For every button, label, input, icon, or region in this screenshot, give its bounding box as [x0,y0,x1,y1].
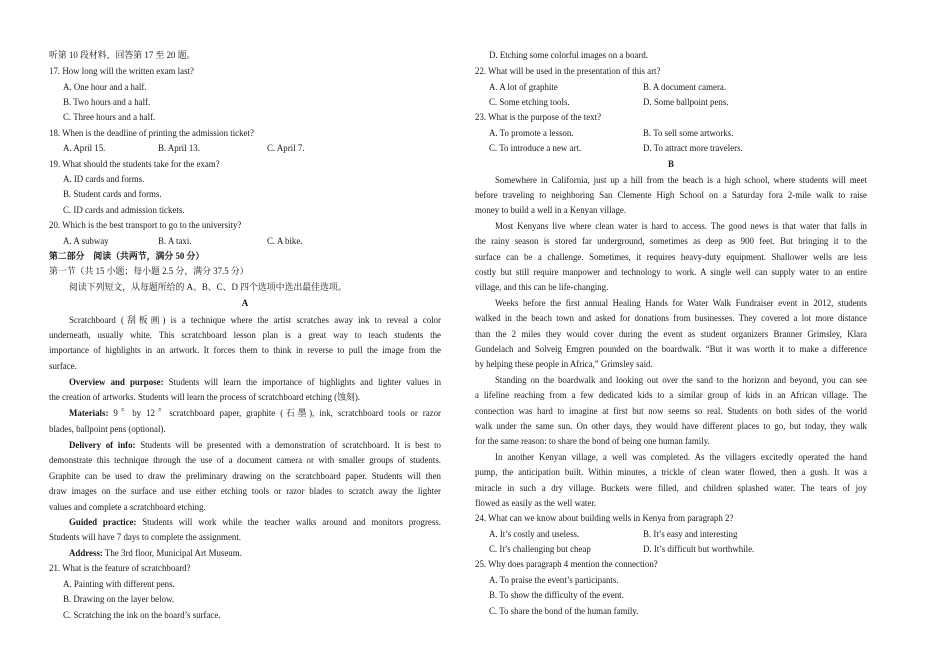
passage-b-line: money to build a well in a Kenyan village. [475,205,627,215]
passage-b-line: pump, the anticipation built. Within minutes, a trickle of clean water flowed, then a gush. It was a [475,467,867,477]
option-18c: C. April 7. [267,143,305,153]
option-20b: B. A taxi. [158,236,192,246]
passage-a-line: surface. [49,361,77,371]
options-22-cd [489,97,867,108]
passage-a-label: A [241,298,249,308]
option-18a: A. April 15. [63,143,106,153]
passage-a-line: Scratchboard (刮板画) is a technique where the artist scratches away ink to reveal a color [69,315,441,325]
passage-b-line: Standing on the boardwalk and looking out over the sand to the horizon and beyond, you can see [495,375,867,385]
passage-b-line: for the same reason: to share the bond of being one human family. [475,436,710,446]
option-17b: B. Two hours and a half. [63,97,151,107]
question-21: 21. What is the feature of scratchboard? [49,563,191,573]
options-23-cd [489,143,867,154]
option-18b: B. April 13. [158,143,200,153]
passage-b-line: Most Kenyans live where clean water is hard to access. The good news is that water that falls in [495,221,867,231]
section-one-heading: 第一节（共 15 小题；每小题 2.5 分，满分 37.5 分） [49,266,249,276]
passage-b-line: a lifeline reaching from a few dedicated kids to a similar group of kids in an African village. The [475,390,867,400]
option-17c: C. Three hours and a half. [63,112,156,122]
option-20c: C. A bike. [267,236,303,246]
option-23d: D. To attract more travelers. [643,143,743,153]
question-25: 25. Why does paragraph 4 mention the connection? [475,559,658,569]
option-19a: A. ID cards and forms. [63,174,145,184]
overview-label: Overview and purpose: [69,377,164,387]
question-24: 24. What can we know about building wells in Kenya from paragraph 2? [475,513,734,523]
part-two-heading: 第二部分 阅读（共两节，满分 50 分） [49,251,205,261]
passage-b-line: flowed as easily as the well water. [475,498,597,508]
materials-line: Materials: 9〞by 12〞scratchboard paper, graphite (石墨), ink, scratchboard tools or razor [69,408,441,418]
passage-b-line: costly but still require manpower and technology to work. A single well can supply water to an entire [475,267,867,277]
option-20a: A. A subway [63,236,109,246]
delivery-line: Graphite can be used to draw the preliminary drawing on the scratchboard paper. Students will then [49,471,441,481]
materials-label: Materials: [69,408,109,418]
question-23: 23. What is the purpose of the text? [475,112,602,122]
passage-b-line: Gundelach and Solveig Emgren pounded on the boardwalk. “But it was worth it to make a difference [475,344,867,354]
options-18 [63,143,441,154]
options-24-ab [489,529,867,540]
option-19b: B. Student cards and forms. [63,189,162,199]
passage-b-line: surface can be a challenge. Sometimes, it requires heavy-duty equipment. Shallower wells are less [475,252,867,262]
guided-line: Students will have 7 days to complete the assignment. [49,532,242,542]
passage-a-line: importance of highlights in an artwork. It forces them to think in reverse to pull the image from the [49,345,441,355]
delivery-line: draw images on the surface and use either etching tools or razor blades to scratch away the lighter [49,486,441,496]
option-21a: A. Painting with different pens. [63,579,175,589]
passage-b-line: by helping these people in Africa,” Grimsley said. [475,359,653,369]
address-label: Address: [69,548,103,558]
delivery-line: Delivery of info: Students will be presented with a demonstration of scratchboard. It is best to [69,440,441,450]
delivery-label: Delivery of info: [69,440,136,450]
option-22b: B. A document camera. [643,82,727,92]
question-18: 18. When is the deadline of printing the admission ticket? [49,128,254,138]
passage-b-line: In another Kenyan village, a well was completed. As the villagers excitedly operated the hand [495,452,867,462]
passage-a-line: underneath, usually white. This scratchboard lesson plan is a great way to teach students the [49,330,441,340]
option-24c: C. It’s challenging but cheap [489,544,591,554]
option-25c: C. To share the bond of the human family. [489,606,639,616]
guided-label: Guided practice: [69,517,137,527]
question-19: 19. What should the students take for the exam? [49,159,220,169]
options-24-cd [489,544,867,555]
option-17a: A. One hour and a half. [63,82,147,92]
option-23b: B. To sell some artworks. [643,128,734,138]
passage-b-line: than the 2 miles they would cover during the event as student organizers Branner Grimsley, Klara [475,329,867,339]
overview-line: the creation of artworks. Students will learn the process of scratchboard etching (蚀刻). [49,392,361,402]
option-23a: A. To promote a lesson. [489,128,574,138]
option-25a: A. To praise the event’s participants. [489,575,619,585]
option-22d: D. Some ballpoint pens. [643,97,729,107]
option-22a: A. A lot of graphite [489,82,558,92]
passage-b-label: B [668,159,674,169]
option-24d: D. It’s difficult but worthwhile. [643,544,755,554]
address-line: Address: The 3rd floor, Municipal Art Museum. [69,548,242,558]
option-25b: B. To show the difficulty of the event. [489,590,624,600]
options-22-ab [489,82,867,93]
passage-b-line: walk under the same sun. On other days, they would have different places to go, but today, they walk [475,421,867,431]
passage-b-line: connection was hard to imagine at first but now seems so real. Students on both sides of the world [475,406,867,416]
passage-b-line: Somewhere in California, just up a hill from the beach is a high school, where students will meet [495,175,867,185]
option-19c: C. ID cards and admission tickets. [63,205,185,215]
option-24b: B. It’s easy and interesting [643,529,738,539]
passage-b-line: miracle in such a dry village. Buckets were filled, and children splashed water. The tears of joy [475,483,867,493]
reading-instruction: 阅读下列短文，从每题所给的 A、B、C、D 四个选项中选出最佳选项。 [69,282,347,292]
option-24a: A. It’s costly and useless. [489,529,580,539]
passage-b-line: Weeks before the first annual Healing Hands for Water Walk Fundraiser event in 2012, students [495,298,867,308]
question-20: 20. Which is the best transport to go to the university? [49,220,242,230]
option-22c: C. Some etching tools. [489,97,570,107]
option-21c: C. Scratching the ink on the board’s surface. [63,610,221,620]
guided-line: Guided practice: Students will work while the teacher walks around and monitors progress. [69,517,441,527]
question-22: 22. What will be used in the presentation of this art? [475,66,661,76]
listening-intro: 听第 10 段材料，回答第 17 至 20 题。 [49,50,196,60]
passage-b-line: village, and this can be life-changing. [475,282,609,292]
question-17: 17. How long will the written exam last? [49,66,194,76]
passage-b-line: walked in the beach town and asked for donations from businesses. They covered a lot more distance [475,313,867,323]
delivery-line: demonstrate this technique through the use of a document camera or with smaller groups of students. [49,455,441,465]
overview-line: Overview and purpose: Students will learn the importance of highlights and lighter values in [69,377,442,387]
passage-b-line: before traveling to neighboring San Clemente High School on a Saturday fora 2-mile walk to raise [475,190,867,200]
options-23-ab [489,128,867,139]
option-23c: C. To introduce a new art. [489,143,582,153]
options-20 [63,236,441,247]
option-21b: B. Drawing on the layer below. [63,594,175,604]
option-21d: D. Etching some colorful images on a board. [489,50,648,60]
delivery-line: values and complete a scratchboard etching. [49,502,206,512]
materials-line: blades, ballpoint pens (optional). [49,424,166,434]
passage-b-line: the rainy season is stored far underground, sometimes as deep as 900 feet. But bringing it to the [475,236,867,246]
